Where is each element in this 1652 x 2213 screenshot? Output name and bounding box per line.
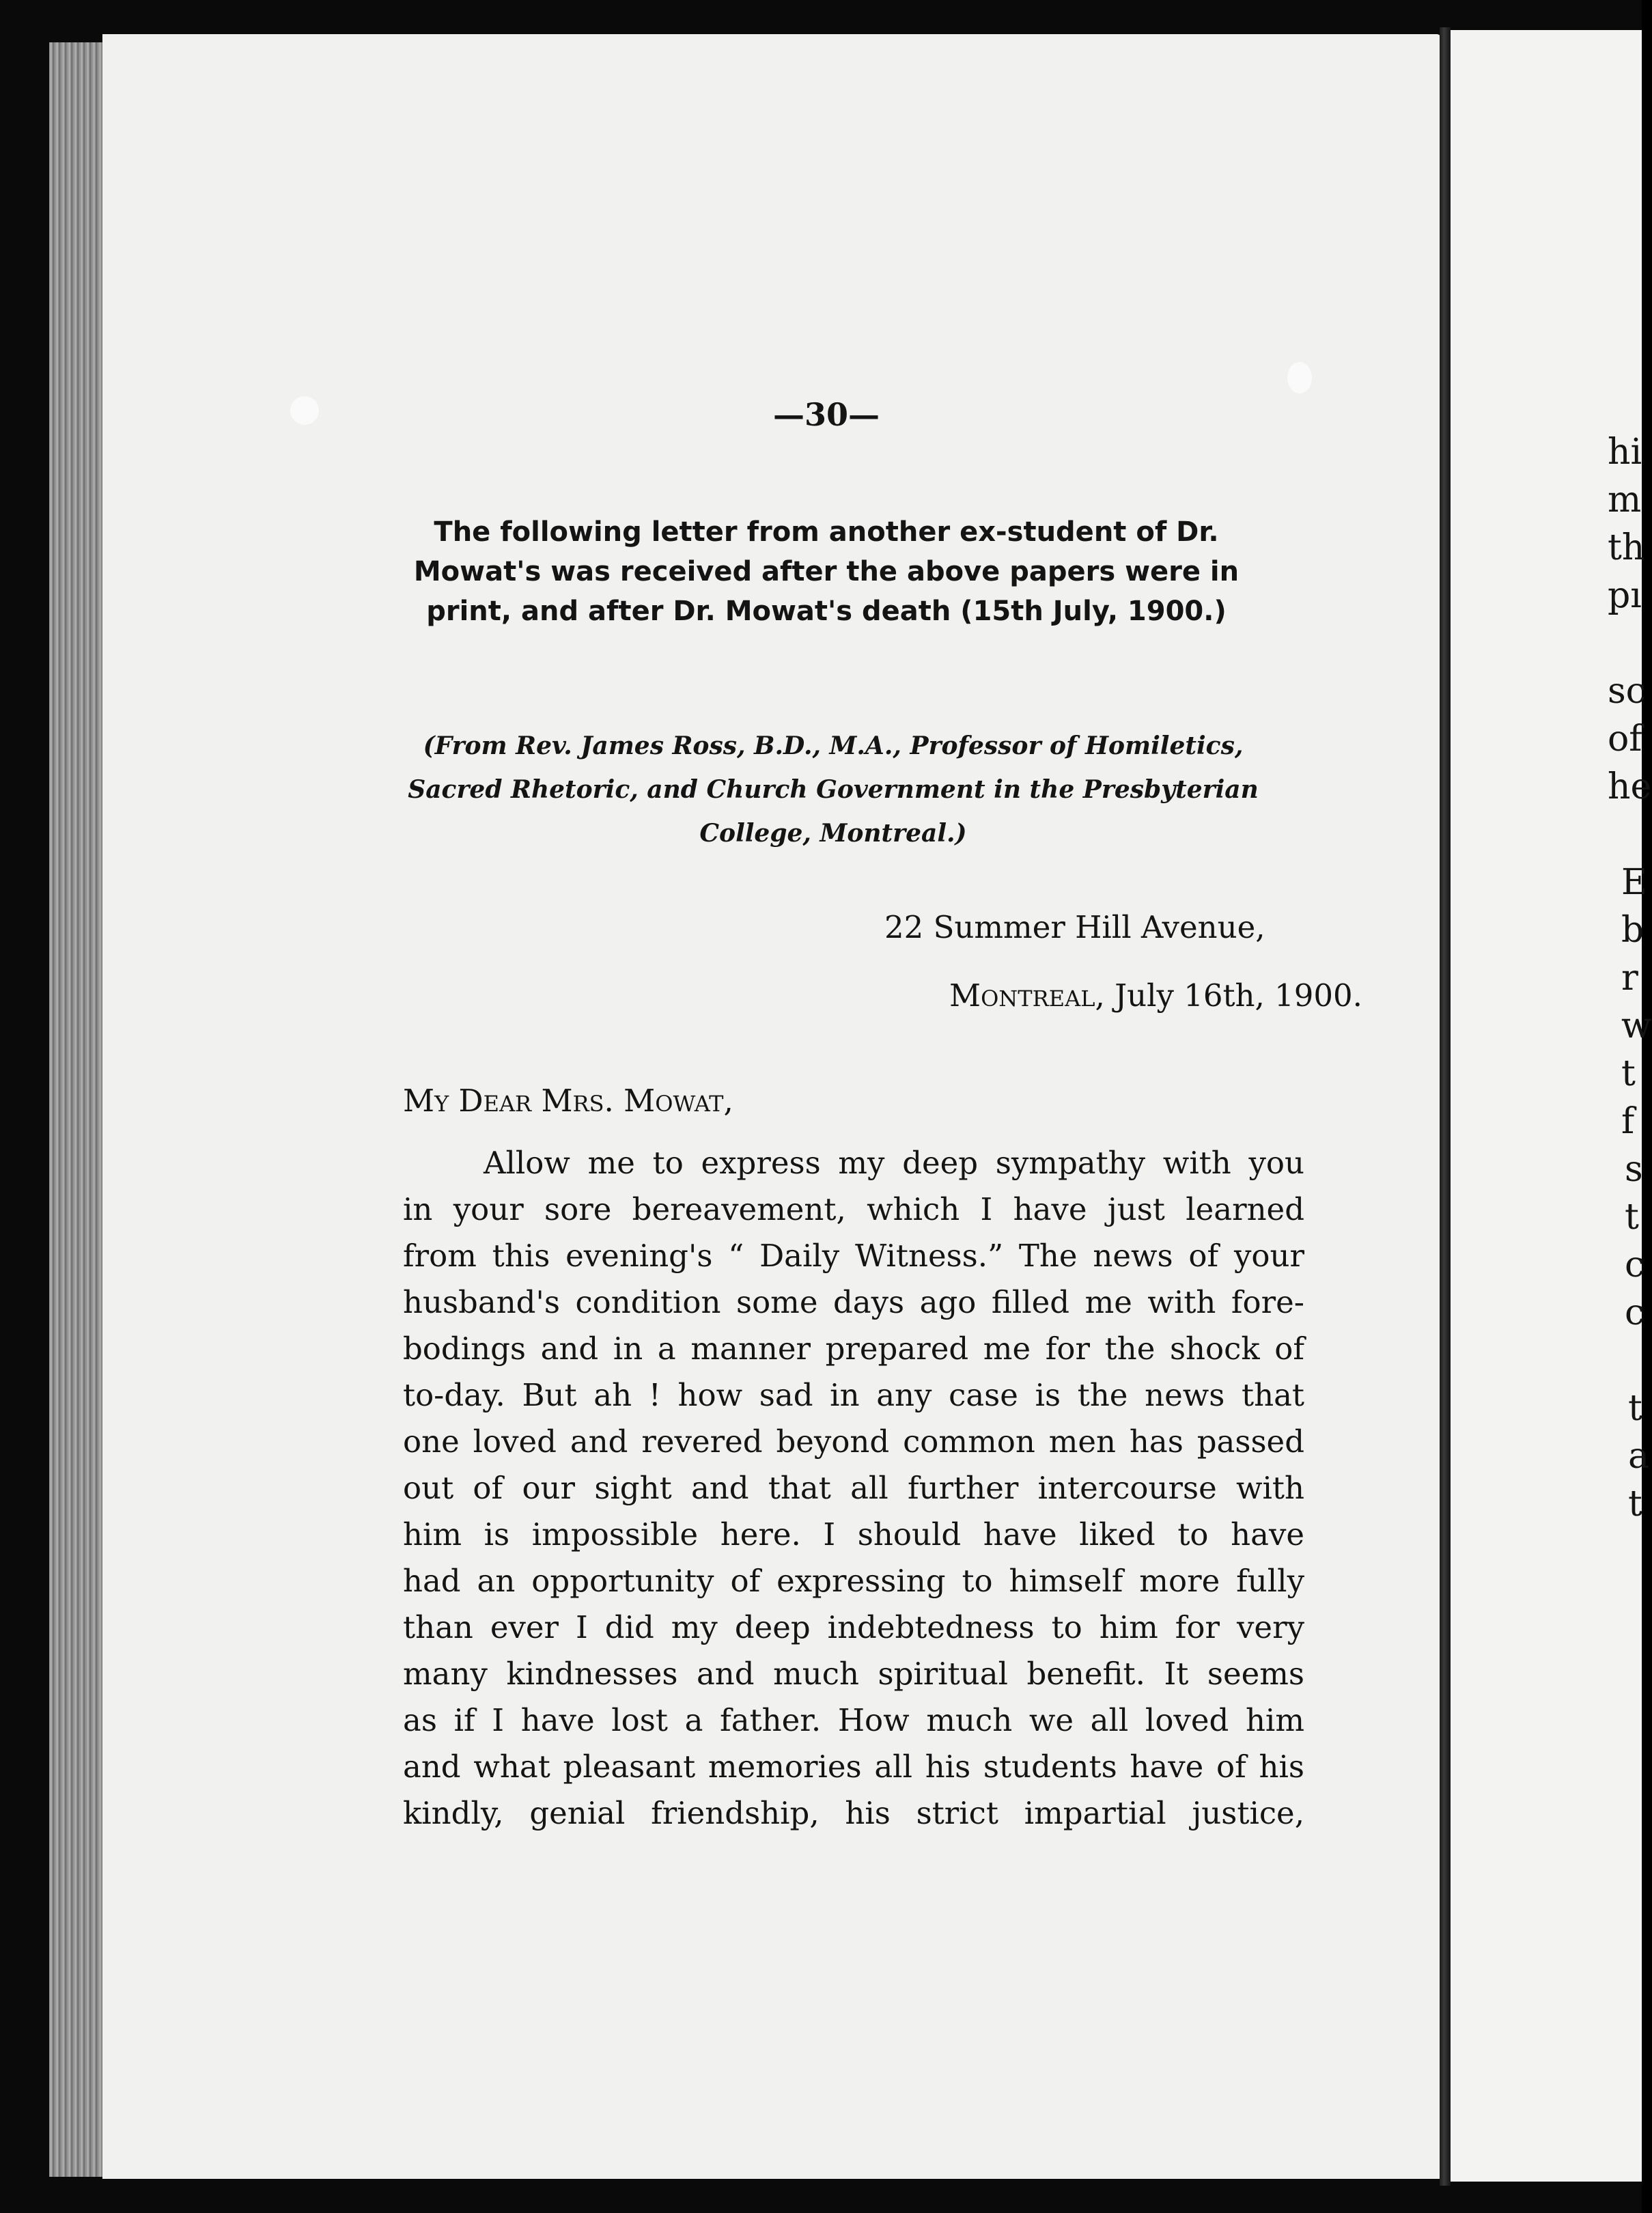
page-number: —30— bbox=[772, 396, 880, 433]
facing-fragment: t bbox=[1628, 1484, 1642, 1525]
facing-fragment: t bbox=[1628, 1388, 1642, 1429]
facing-fragment: he bbox=[1608, 766, 1652, 807]
facing-fragment: c bbox=[1625, 1292, 1645, 1333]
body-line: had an opportunity of expressing to himself more fully bbox=[403, 1563, 1304, 1599]
body-line: than ever I did my deep indebtedness to him for very bbox=[403, 1609, 1304, 1645]
body-line: Allow me to express my deep sympathy with you bbox=[484, 1145, 1304, 1181]
body-line: in your sore bereavement, which I have just learned bbox=[403, 1191, 1304, 1227]
body-line: out of our sight and that all further intercourse with bbox=[403, 1470, 1304, 1506]
facing-fragment: s bbox=[1625, 1149, 1643, 1190]
facing-page bbox=[1451, 30, 1652, 2182]
facing-fragment: a bbox=[1628, 1436, 1650, 1477]
facing-fragment: pı bbox=[1608, 575, 1642, 616]
address-city: Montreal bbox=[949, 977, 1095, 1014]
facing-fragment: t bbox=[1621, 1053, 1636, 1094]
facing-fragment: E bbox=[1621, 862, 1647, 903]
body-line: husband's condition some days ago filled me with fore- bbox=[403, 1284, 1304, 1320]
letter-attribution: (From Rev. James Ross, B.D., M.A., Professor of Homiletics, Sacred Rhetoric, and Church Government in the Presbyterian College, Montreal.) bbox=[408, 732, 1259, 848]
body-line: many kindnesses and much spiritual benefit. It seems bbox=[403, 1656, 1304, 1692]
body-line: one loved and revered beyond common men has passed bbox=[403, 1423, 1304, 1460]
body-line: to-day. But ah ! how sad in any case is the news that bbox=[403, 1377, 1304, 1413]
address-street: 22 Summer Hill Avenue, bbox=[884, 909, 1265, 945]
facing-fragment: f bbox=[1621, 1101, 1635, 1142]
body-line: from this evening's “ Daily Witness.” The news of your bbox=[403, 1238, 1304, 1274]
paper-speck bbox=[290, 396, 319, 425]
facing-fragment: r bbox=[1621, 958, 1638, 999]
address-city-date bbox=[949, 977, 1362, 1014]
facing-fragment: hi bbox=[1608, 432, 1642, 473]
facing-fragment: m bbox=[1608, 479, 1642, 520]
book-gutter bbox=[1440, 27, 1451, 2186]
facing-fragment: t bbox=[1625, 1197, 1639, 1238]
body-line: and what pleasant memories all his students have of his bbox=[403, 1749, 1304, 1785]
page-content bbox=[102, 34, 1441, 2179]
facing-fragment: w bbox=[1621, 1005, 1652, 1046]
facing-fragment: th bbox=[1608, 527, 1645, 568]
left-page bbox=[102, 34, 1441, 2179]
facing-fragment: sc bbox=[1608, 671, 1646, 712]
body-line: him is impossible here. I should have liked to have bbox=[403, 1516, 1304, 1553]
facing-fragment: of bbox=[1608, 719, 1642, 760]
facing-fragment: c bbox=[1625, 1244, 1645, 1285]
letter-salutation: My Dear Mrs. Mowat, bbox=[403, 1083, 733, 1119]
address-date: , July 16th, 1900. bbox=[1095, 977, 1362, 1014]
body-line: bodings and in a manner prepared me for the shock of bbox=[403, 1331, 1304, 1367]
paper-speck bbox=[1287, 362, 1312, 393]
facing-fragment: b bbox=[1621, 910, 1644, 951]
letter-heading: The following letter from another ex-student of Dr. Mowat's was received after the above papers were in print, and after Dr. Mowat's death (15th July, 1900.) bbox=[413, 516, 1240, 627]
body-line: kindly, genial friendship, his strict impartial justice, bbox=[403, 1795, 1304, 1831]
body-line: as if I have lost a father. How much we all loved him bbox=[403, 1702, 1304, 1738]
